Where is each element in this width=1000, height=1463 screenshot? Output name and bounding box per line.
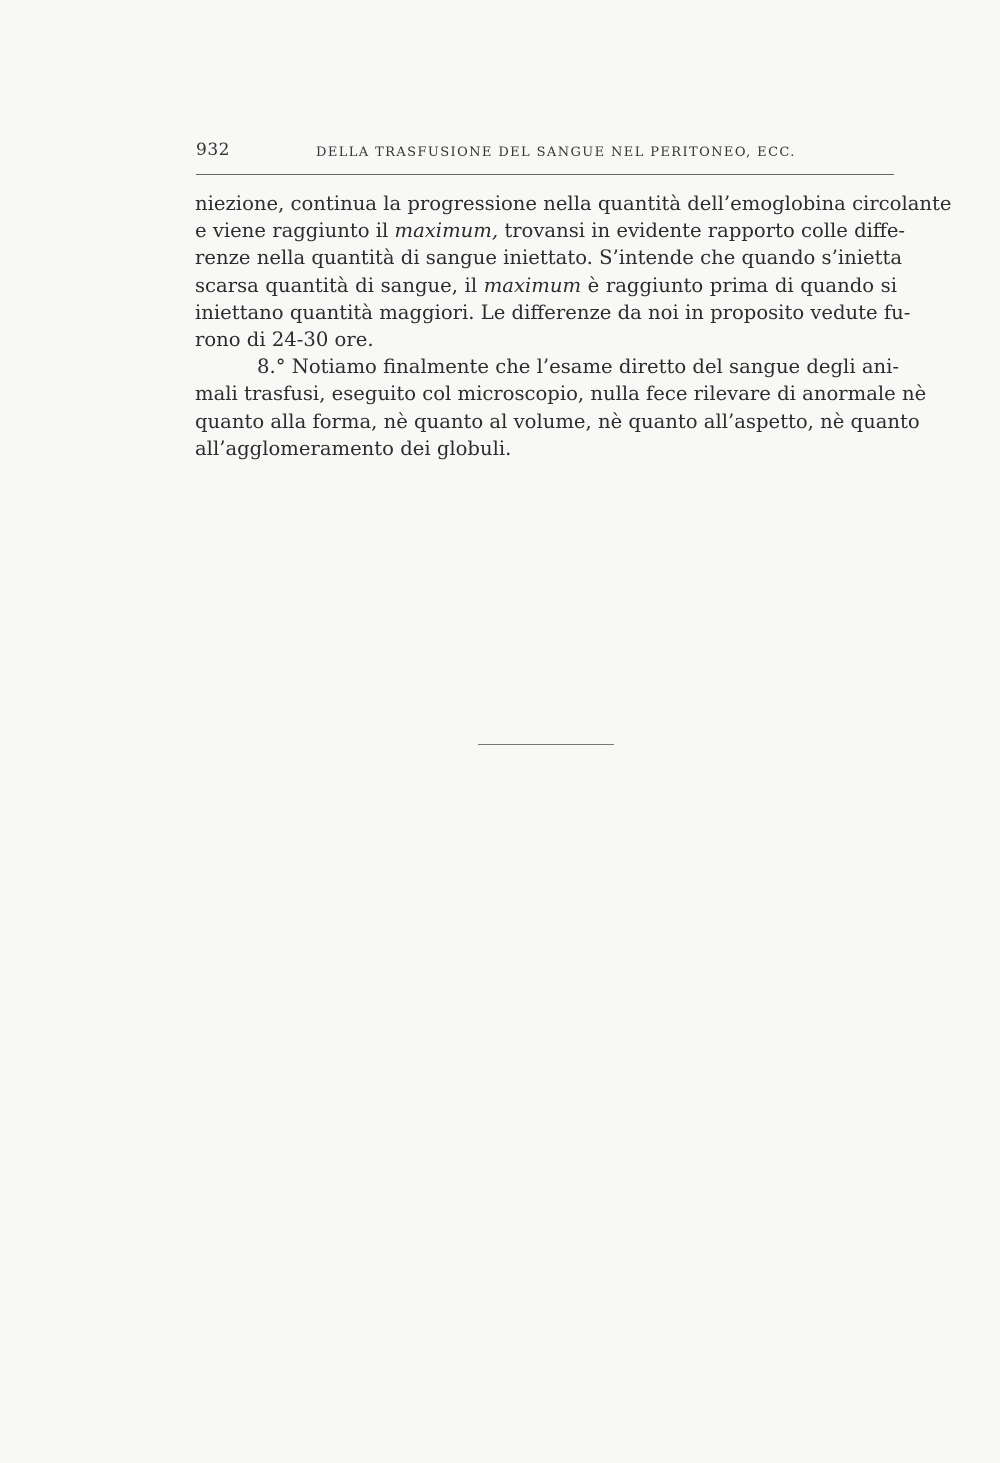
- text-segment: 8.° Notiamo finalmente che l’esame diretto del sangue degli ani-: [257, 355, 900, 379]
- header-rule: [196, 174, 894, 175]
- text-segment: e viene raggiunto il: [195, 219, 395, 243]
- text-segment: iniettano quantità maggiori. Le differenze da noi in proposito vedute fu-: [195, 300, 911, 324]
- text-segment: renze nella quantità di sangue iniettato. S’intende che quando s’inietta: [195, 246, 903, 270]
- text-line: [195, 326, 897, 353]
- italic-term: maximum,: [394, 219, 499, 243]
- text-segment: quanto alla forma, nè quanto al volume, nè quanto all’aspetto, nè quanto: [195, 409, 920, 433]
- page-header: [196, 140, 896, 170]
- closing-rule: [478, 744, 614, 745]
- text-segment: è raggiunto prima di quando si: [581, 273, 897, 297]
- text-line: [195, 435, 897, 462]
- text-segment: niezione, continua la progressione nella quantità dell’emoglobina circolante: [195, 192, 952, 215]
- text-segment: rono di 24-30 ore.: [195, 327, 374, 351]
- text-line: [195, 190, 952, 217]
- text-line: [195, 408, 920, 435]
- text-segment: scarsa quantità di sangue, il: [195, 273, 484, 297]
- text-segment: all’agglomeramento dei globuli.: [195, 436, 512, 460]
- text-line: [195, 244, 903, 271]
- text-segment: trovansi in evidente rapporto colle diffe-: [498, 219, 906, 243]
- text-segment: mali trasfusi, eseguito col microscopio, nulla fece rilevare di anormale nè: [195, 382, 927, 406]
- running-head: DELLA TRASFUSIONE DEL SANGUE NEL PERITONEO, ECC.: [316, 145, 796, 160]
- text-line: [195, 272, 897, 299]
- text-line: [195, 353, 900, 380]
- text-line: [195, 299, 911, 326]
- body-text: [195, 190, 952, 462]
- page-number: 932: [196, 140, 230, 160]
- text-line: [195, 380, 927, 407]
- italic-term: maximum: [483, 273, 582, 297]
- text-line: [195, 217, 906, 244]
